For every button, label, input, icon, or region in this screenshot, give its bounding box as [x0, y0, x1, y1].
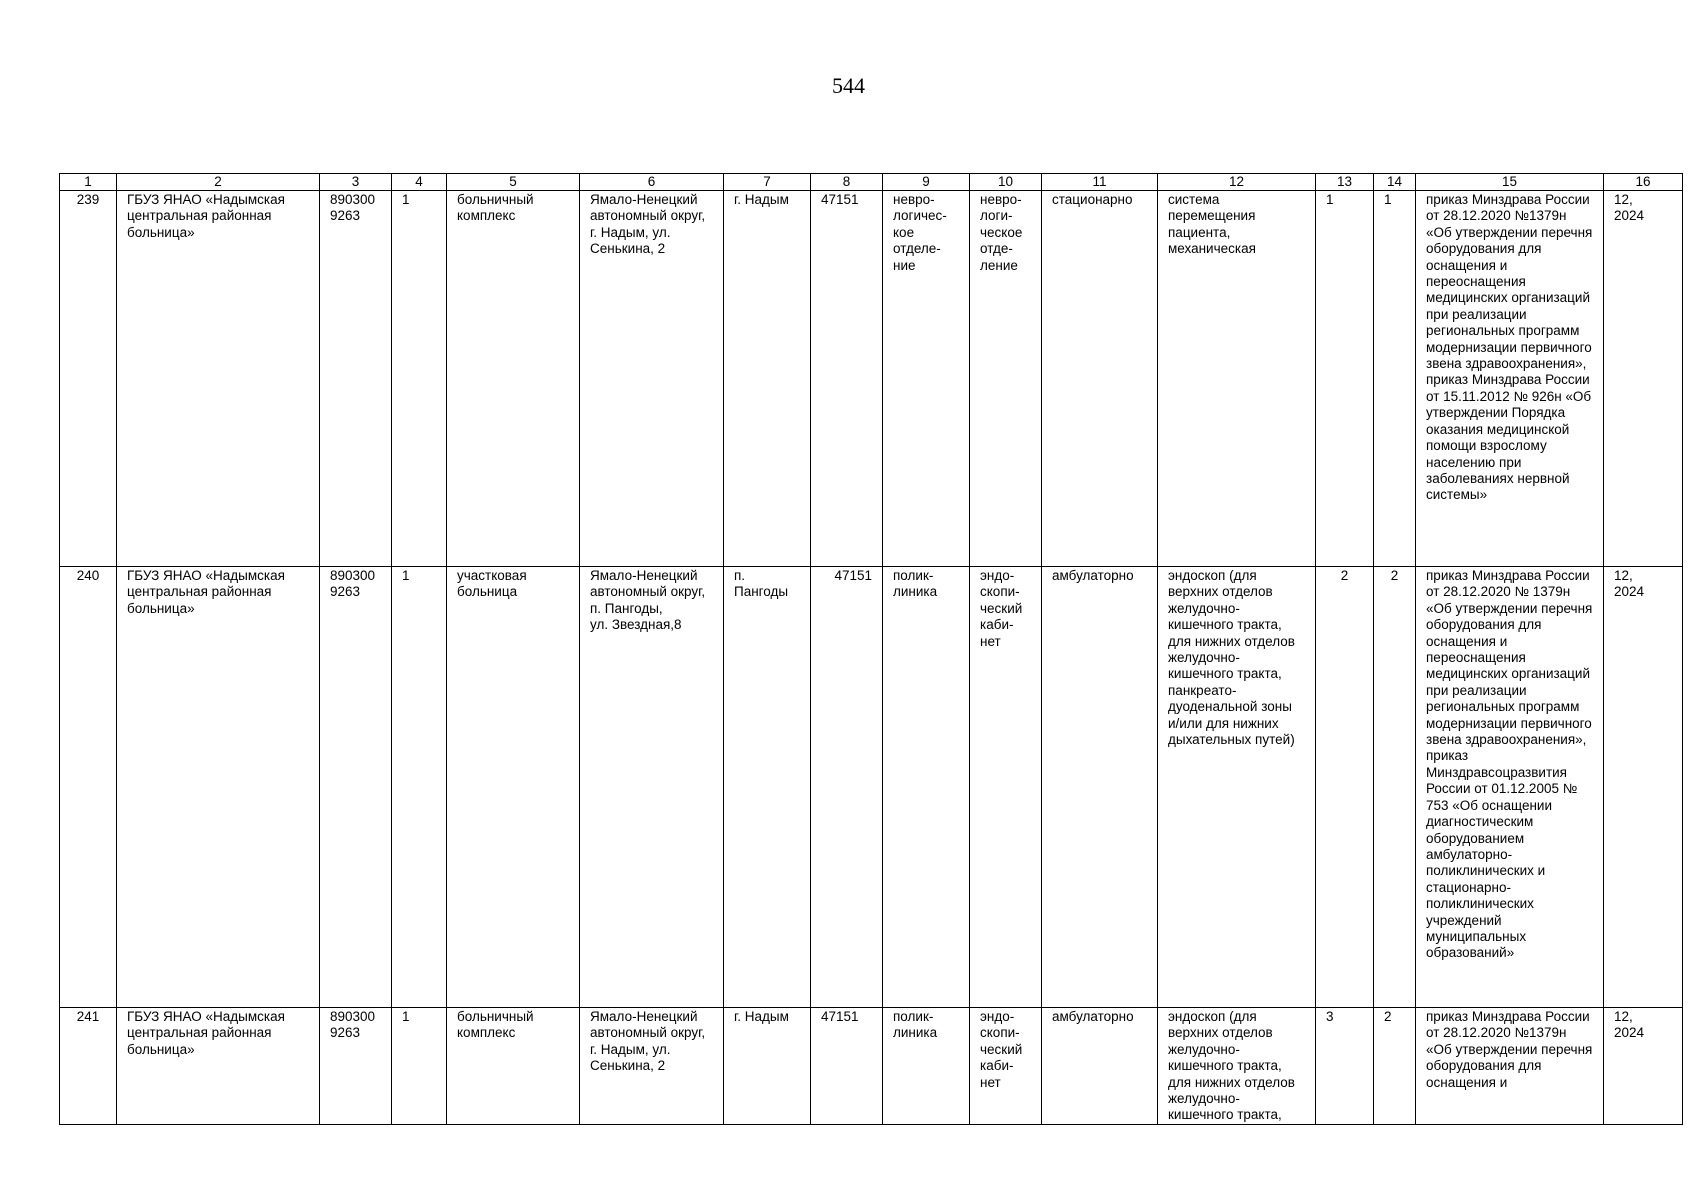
column-header: 11: [1042, 174, 1158, 191]
basis-cell: приказ Минздрава России от 28.12.2020 №1379н «Об утверждении перечня оборудования для оснащения и: [1416, 1008, 1604, 1125]
care-type-cell: стационарно: [1042, 191, 1158, 567]
equipment-cell: система перемещения пациента, механическая: [1158, 191, 1316, 567]
page-number: 544: [832, 73, 865, 98]
locality-cell: г. Надым: [724, 191, 811, 567]
facility-cell: больничный комплекс: [447, 1008, 580, 1125]
row-number: 240: [60, 567, 117, 1008]
code-cell: 890300 9263: [320, 567, 392, 1008]
col13-cell: 1: [1316, 191, 1374, 567]
subunit-cell: невро- логи- ческое отде- ление: [970, 191, 1042, 567]
column-header: 5: [447, 174, 580, 191]
column-header: 8: [811, 174, 883, 191]
facility-cell: больничный комплекс: [447, 191, 580, 567]
column-header: 10: [970, 174, 1042, 191]
col13-cell: 2: [1316, 567, 1374, 1008]
code-cell: 890300 9263: [320, 1008, 392, 1125]
column-header: 9: [883, 174, 970, 191]
column-header: 7: [724, 174, 811, 191]
column-header: 1: [60, 174, 117, 191]
col14-cell: 2: [1374, 567, 1416, 1008]
equipment-cell: эндоскоп (для верхних отделов желудочно-кишечного тракта, для нижних отделов желудочно-кишечного тракта, панкреато-дуоденальной зоны и/или для нижних дыхательных путей): [1158, 567, 1316, 1008]
subunit-cell: эндо- скопи- ческий каби- нет: [970, 1008, 1042, 1125]
row-number: 239: [60, 191, 117, 567]
col13-cell: 3: [1316, 1008, 1374, 1125]
table-row: [60, 191, 1683, 567]
oktmo-cell: 47151: [811, 191, 883, 567]
basis-cell: приказ Минздрава России от 28.12.2020 №1379н «Об утверждении перечня оборудования для оснащения и переоснащения медицинских организаций при реализации региональных программ модернизации первичного звена здравоохранения», приказ Минздрава России от 15.11.2012 № 926н «Об утверждении Порядка оказания медицинской помощи взрослому населению при заболеваниях нервной системы»: [1416, 191, 1604, 567]
equipment-registry-table: [59, 173, 1683, 1125]
address-cell: Ямало-Ненецкий автономный округ, г. Надым, ул. Сенькина, 2: [580, 191, 724, 567]
column-header: 13: [1316, 174, 1374, 191]
col4-cell: 1: [392, 191, 447, 567]
equipment-cell: эндоскоп (для верхних отделов желудочно-кишечного тракта, для нижних отделов желудочно-кишечного тракта,: [1158, 1008, 1316, 1125]
locality-cell: п. Пангоды: [724, 567, 811, 1008]
col14-cell: 2: [1374, 1008, 1416, 1125]
column-header: 12: [1158, 174, 1316, 191]
address-cell: Ямало-Ненецкий автономный округ, п. Пангоды, ул. Звездная,8: [580, 567, 724, 1008]
col4-cell: 1: [392, 1008, 447, 1125]
col14-cell: 1: [1374, 191, 1416, 567]
column-header: 15: [1416, 174, 1604, 191]
unit-cell: невро- логичес- кое отделе- ние: [883, 191, 970, 567]
organization-cell: ГБУЗ ЯНАО «Надымская центральная районная больница»: [117, 567, 320, 1008]
term-cell: 12, 2024: [1604, 191, 1683, 567]
column-header: 3: [320, 174, 392, 191]
row-number: 241: [60, 1008, 117, 1125]
table-row: [60, 567, 1683, 1008]
organization-cell: ГБУЗ ЯНАО «Надымская центральная районная больница»: [117, 191, 320, 567]
table-row: [60, 1008, 1683, 1125]
care-type-cell: амбулаторно: [1042, 1008, 1158, 1125]
basis-cell: приказ Минздрава России от 28.12.2020 № 1379н «Об утверждении перечня оборудования для оснащения и переоснащения медицинских организаций при реализации региональных программ модернизации первичного звена здравоохранения», приказ Минздравсоцразвития России от 01.12.2005 № 753 «Об оснащении диагностическим оборудованием амбулаторно-поликлинических и стационарно-поликлинических учреждений муниципальных образований»: [1416, 567, 1604, 1008]
term-cell: 12, 2024: [1604, 1008, 1683, 1125]
facility-cell: участковая больница: [447, 567, 580, 1008]
organization-cell: ГБУЗ ЯНАО «Надымская центральная районная больница»: [117, 1008, 320, 1125]
oktmo-cell: 47151: [811, 567, 883, 1008]
unit-cell: полик- линика: [883, 567, 970, 1008]
locality-cell: г. Надым: [724, 1008, 811, 1125]
col4-cell: 1: [392, 567, 447, 1008]
term-cell: 12, 2024: [1604, 567, 1683, 1008]
subunit-cell: эндо- скопи- ческий каби- нет: [970, 567, 1042, 1008]
column-number-row: [60, 174, 1683, 191]
oktmo-cell: 47151: [811, 1008, 883, 1125]
column-header: 2: [117, 174, 320, 191]
care-type-cell: амбулаторно: [1042, 567, 1158, 1008]
column-header: 14: [1374, 174, 1416, 191]
column-header: 6: [580, 174, 724, 191]
column-header: 4: [392, 174, 447, 191]
address-cell: Ямало-Ненецкий автономный округ, г. Надым, ул. Сенькина, 2: [580, 1008, 724, 1125]
column-header: 16: [1604, 174, 1683, 191]
unit-cell: полик- линика: [883, 1008, 970, 1125]
code-cell: 890300 9263: [320, 191, 392, 567]
